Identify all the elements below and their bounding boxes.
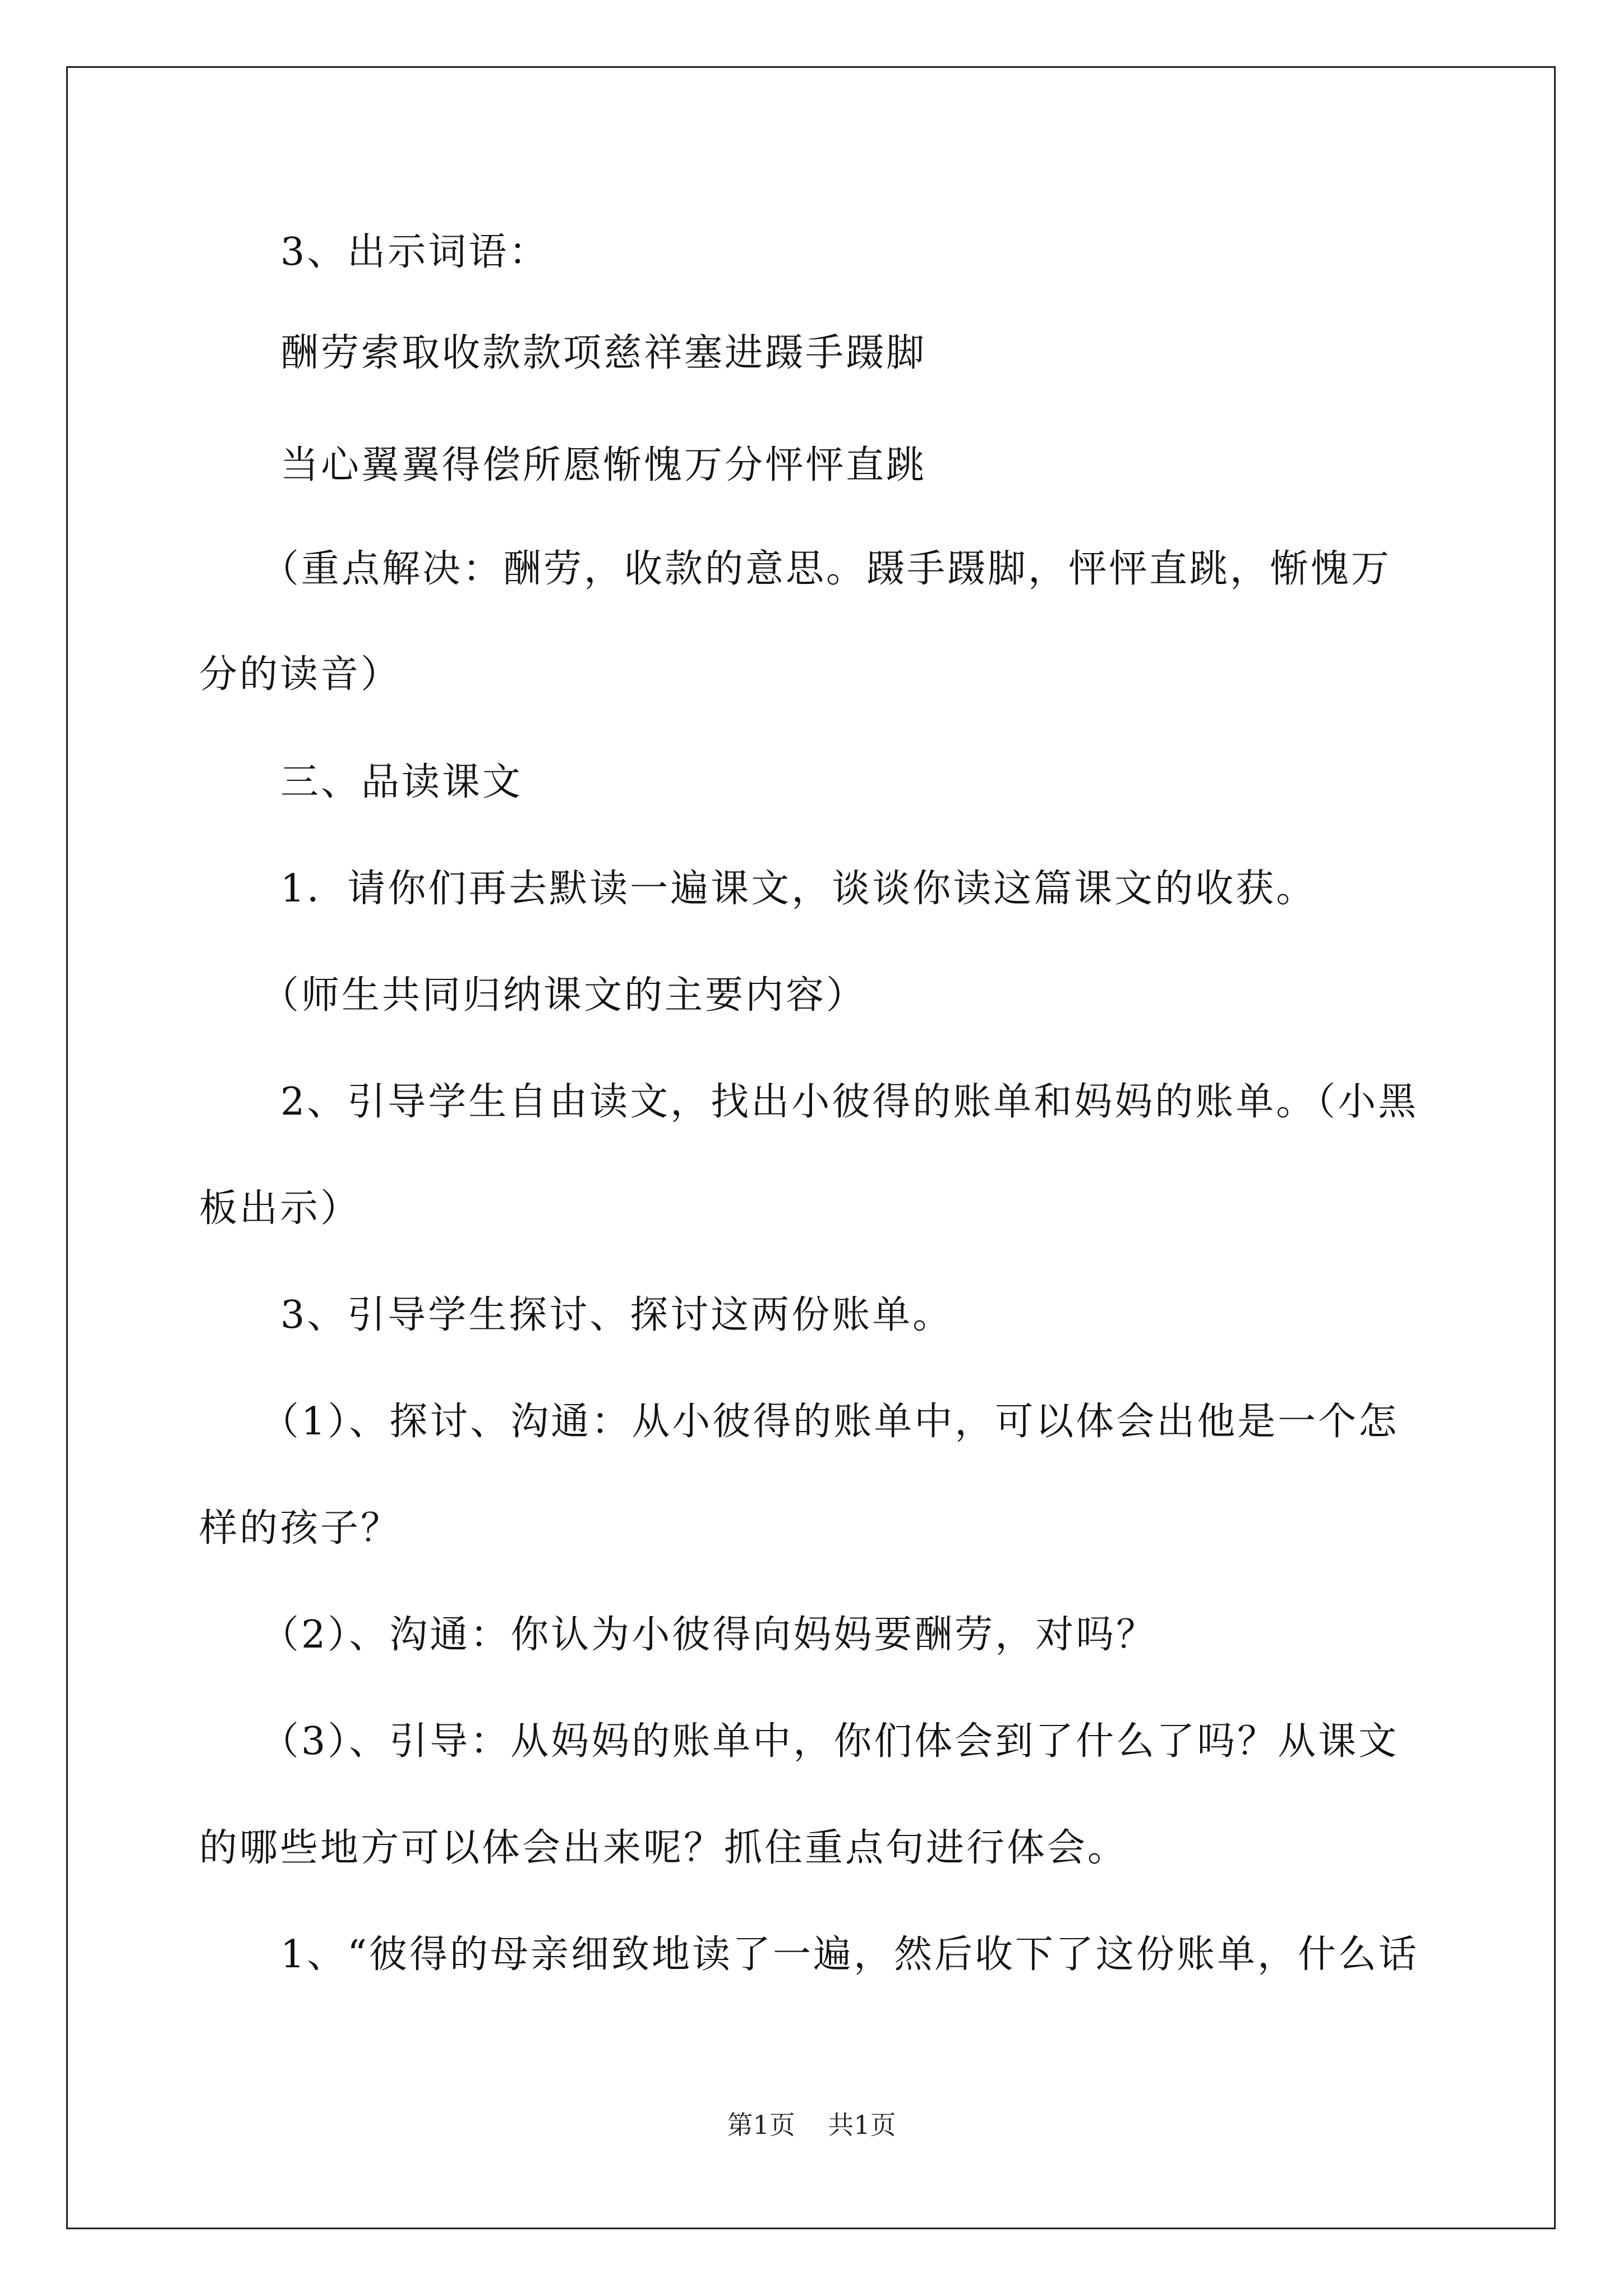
page-border (66, 66, 1556, 2229)
text-line: 1．请你们再去默读一遍课文，谈谈你读这篇课文的收获。 (280, 867, 1317, 911)
text-line: 酬劳索取收款款项慈祥塞进蹑手蹑脚 (280, 331, 927, 375)
text-line: （师生共同归纳课文的主要内容） (261, 973, 867, 1018)
page-label: 第1页 共1页 (727, 2110, 896, 2140)
text-line: 样的孩子？ (199, 1506, 402, 1550)
text-line: （重点解决：酬劳，收款的意思。蹑手蹑脚，怦怦直跳，惭愧万 (261, 547, 1392, 591)
text-line: 3、引导学生探讨、探讨这两份账单。 (280, 1293, 953, 1337)
text-line: 2、引导学生自由读文，找出小彼得的账单和妈妈的账单。（小黑 (280, 1080, 1419, 1124)
page-number-footer (0, 2108, 1623, 2142)
text-line: 板出示） (199, 1186, 361, 1231)
text-line: 的哪些地方可以体会出来呢？抓住重点句进行体会。 (199, 1826, 1128, 1870)
text-line: （1）、探讨、沟通：从小彼得的账单中，可以体会出他是一个怎 (261, 1400, 1399, 1444)
text-line: （3）、引导：从妈妈的账单中，你们体会到了什么了吗？从课文 (261, 1719, 1399, 1764)
text-line: 分的读音） (199, 652, 402, 697)
text-line: 当心翼翼得偿所愿惭愧万分怦怦直跳 (280, 443, 927, 487)
text-line: （2）、沟通：你认为小彼得向妈妈要酬劳，对吗？ (261, 1613, 1157, 1657)
text-line: 1、“彼得的母亲细致地读了一遍，然后收下了这份账单，什么话 (280, 1932, 1419, 1977)
text-line: 3、出示词语： (280, 230, 550, 274)
section-heading: 三、品读课文 (280, 760, 523, 804)
